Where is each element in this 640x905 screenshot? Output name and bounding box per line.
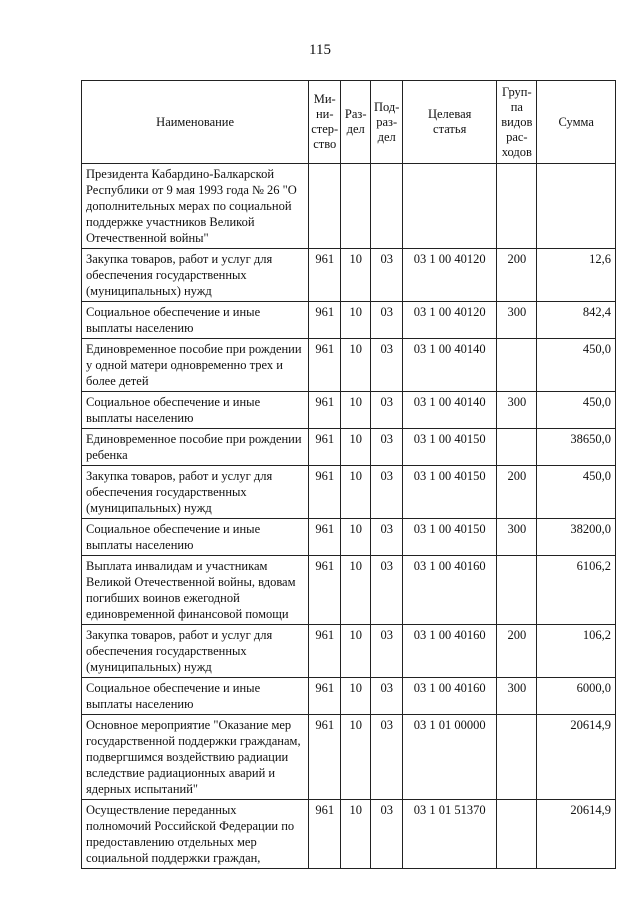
cell-ministry: 961 [309,302,341,339]
cell-ministry: 961 [309,556,341,625]
cell-section: 10 [341,249,371,302]
cell-group: 300 [497,392,537,429]
cell-target [403,164,497,249]
cell-section: 10 [341,302,371,339]
cell-subsection: 03 [371,302,403,339]
header-group: Груп- па видов рас- ходов [497,81,537,164]
cell-target: 03 1 00 40160 [403,556,497,625]
cell-ministry: 961 [309,249,341,302]
cell-target: 03 1 00 40150 [403,519,497,556]
cell-target: 03 1 00 40150 [403,466,497,519]
cell-section [341,164,371,249]
table-row [82,302,616,339]
header-subsection: Под- раз- дел [371,81,403,164]
cell-section: 10 [341,800,371,869]
cell-name: Единовременное пособие при рождении ребенка [82,429,309,466]
table-row [82,519,616,556]
cell-subsection: 03 [371,678,403,715]
cell-section: 10 [341,519,371,556]
cell-ministry: 961 [309,625,341,678]
cell-group [497,556,537,625]
header-ministry: Ми- ни- стер- ство [309,81,341,164]
cell-target: 03 1 01 00000 [403,715,497,800]
header-name: Наименование [82,81,309,164]
budget-table [81,80,616,869]
cell-group: 300 [497,302,537,339]
cell-ministry: 961 [309,800,341,869]
cell-subsection: 03 [371,466,403,519]
cell-ministry: 961 [309,678,341,715]
table-row [82,625,616,678]
cell-sum: 38200,0 [537,519,616,556]
table-row [82,800,616,869]
cell-name: Закупка товаров, работ и услуг для обеспечения государственных (муниципальных) нужд [82,466,309,519]
cell-sum: 450,0 [537,392,616,429]
cell-subsection: 03 [371,715,403,800]
cell-name: Выплата инвалидам и участникам Великой Отечественной войны, вдовам погибших воинов ежегодной единовременной финансовой помощи [82,556,309,625]
cell-sum: 20614,9 [537,715,616,800]
cell-sum: 842,4 [537,302,616,339]
cell-subsection [371,164,403,249]
header-sum: Сумма [537,81,616,164]
cell-section: 10 [341,466,371,519]
cell-subsection: 03 [371,556,403,625]
cell-subsection: 03 [371,625,403,678]
table-row [82,715,616,800]
cell-subsection: 03 [371,800,403,869]
cell-sum: 20614,9 [537,800,616,869]
cell-subsection: 03 [371,339,403,392]
cell-group [497,339,537,392]
cell-ministry: 961 [309,392,341,429]
cell-subsection: 03 [371,392,403,429]
cell-ministry: 961 [309,466,341,519]
cell-sum: 450,0 [537,339,616,392]
cell-target: 03 1 00 40160 [403,678,497,715]
cell-ministry [309,164,341,249]
cell-sum: 12,6 [537,249,616,302]
cell-sum: 106,2 [537,625,616,678]
cell-group [497,715,537,800]
table-row [82,392,616,429]
cell-group: 200 [497,466,537,519]
cell-ministry: 961 [309,715,341,800]
table-header-row [82,81,616,164]
cell-ministry: 961 [309,339,341,392]
cell-sum: 450,0 [537,466,616,519]
cell-name: Единовременное пособие при рождении у одной матери одновременно трех и более детей [82,339,309,392]
header-section: Раз- дел [341,81,371,164]
table-body [82,164,616,869]
table-row [82,339,616,392]
cell-name: Основное мероприятие "Оказание мер государственной поддержки гражданам, подвергшимся воздействию радиации вследствие радиационных аварий и ядерных испытаний" [82,715,309,800]
cell-group: 200 [497,625,537,678]
cell-name: Закупка товаров, работ и услуг для обеспечения государственных (муниципальных) нужд [82,249,309,302]
cell-section: 10 [341,429,371,466]
cell-ministry: 961 [309,429,341,466]
page-number: 115 [309,42,331,58]
cell-name: Социальное обеспечение и иные выплаты населению [82,302,309,339]
cell-target: 03 1 00 40160 [403,625,497,678]
table-row [82,466,616,519]
table-row [82,678,616,715]
cell-section: 10 [341,678,371,715]
cell-target: 03 1 01 51370 [403,800,497,869]
header-target: Целевая статья [403,81,497,164]
cell-name: Социальное обеспечение и иные выплаты населению [82,519,309,556]
cell-group [497,800,537,869]
cell-name: Президента Кабардино-Балкарской Республики от 9 мая 1993 года № 26 "О дополнительных мерах по социальной поддержке участников Великой Отечественной войны" [82,164,309,249]
table-row [82,429,616,466]
cell-subsection: 03 [371,519,403,556]
cell-ministry: 961 [309,519,341,556]
cell-group [497,164,537,249]
cell-group: 200 [497,249,537,302]
cell-group [497,429,537,466]
cell-sum: 6106,2 [537,556,616,625]
table-row [82,164,616,249]
cell-section: 10 [341,715,371,800]
cell-section: 10 [341,339,371,392]
cell-subsection: 03 [371,249,403,302]
cell-group: 300 [497,519,537,556]
cell-target: 03 1 00 40120 [403,302,497,339]
cell-name: Социальное обеспечение и иные выплаты населению [82,678,309,715]
cell-target: 03 1 00 40120 [403,249,497,302]
cell-section: 10 [341,556,371,625]
cell-sum: 6000,0 [537,678,616,715]
cell-section: 10 [341,392,371,429]
cell-target: 03 1 00 40140 [403,339,497,392]
cell-name: Закупка товаров, работ и услуг для обеспечения государственных (муниципальных) нужд [82,625,309,678]
table-row [82,249,616,302]
cell-name: Социальное обеспечение и иные выплаты населению [82,392,309,429]
cell-subsection: 03 [371,429,403,466]
cell-name: Осуществление переданных полномочий Российской Федерации по предоставлению отдельных мер социальной поддержки граждан, [82,800,309,869]
cell-group: 300 [497,678,537,715]
cell-target: 03 1 00 40150 [403,429,497,466]
cell-target: 03 1 00 40140 [403,392,497,429]
table-row [82,556,616,625]
cell-sum [537,164,616,249]
cell-sum: 38650,0 [537,429,616,466]
cell-section: 10 [341,625,371,678]
